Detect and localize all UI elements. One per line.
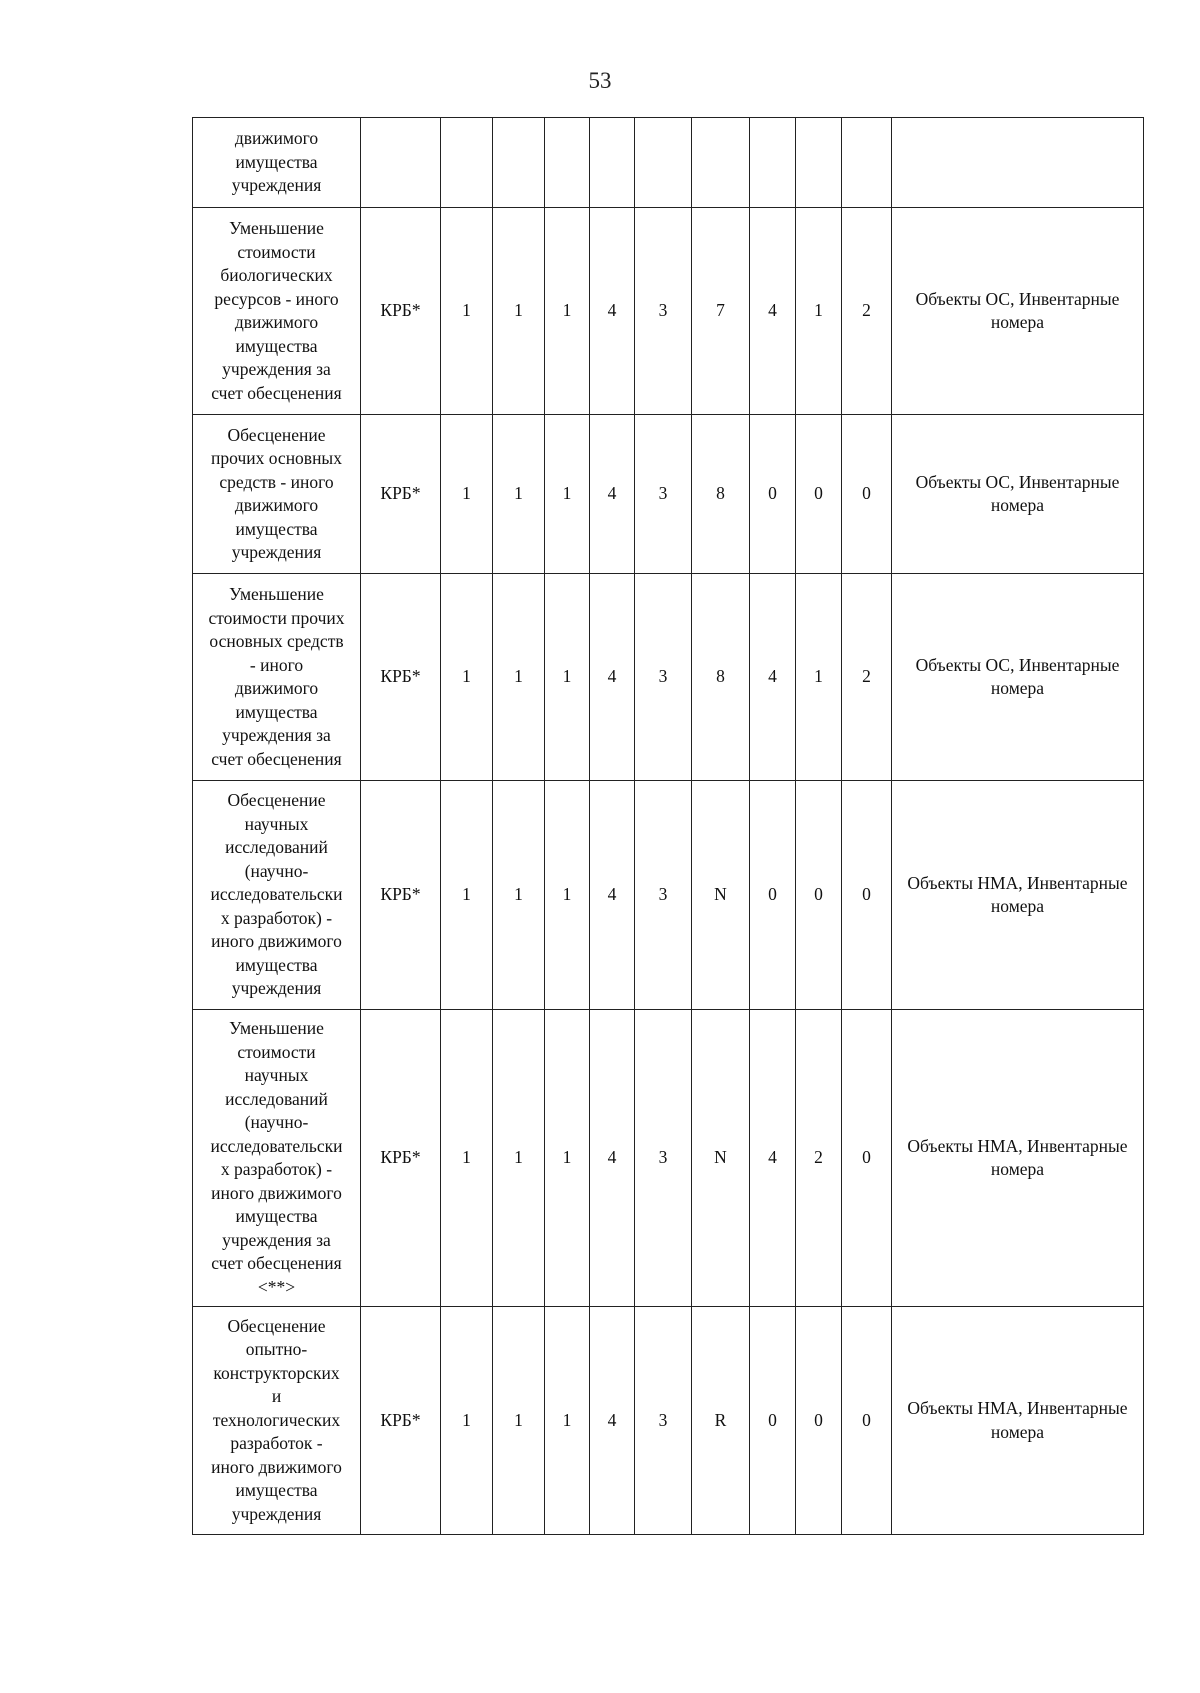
account-digit-cell bbox=[590, 118, 635, 208]
account-name-line: счет обесценения bbox=[211, 748, 342, 769]
account-name-line: стоимости bbox=[237, 1041, 316, 1062]
account-name-line: и bbox=[271, 1386, 282, 1407]
account-digit-cell: 4 bbox=[750, 1010, 796, 1307]
account-digit-cell: 1 bbox=[493, 208, 545, 415]
account-digit-cell: 3 bbox=[635, 1307, 692, 1535]
account-name-line: стоимости прочих bbox=[208, 607, 345, 628]
analytics-cell: Объекты НМА, Инвентарные номера bbox=[892, 1307, 1144, 1535]
account-name-line: х разработок) - bbox=[220, 1159, 333, 1179]
account-code-cell: КРБ* bbox=[361, 208, 441, 415]
account-digit-cell: 4 bbox=[590, 781, 635, 1010]
account-name-line: движимого bbox=[234, 678, 319, 698]
account-digit-cell: 1 bbox=[441, 781, 493, 1010]
account-name-line: (научно- bbox=[244, 1112, 309, 1132]
account-digit-cell: 0 bbox=[842, 781, 892, 1010]
account-code-cell: КРБ* bbox=[361, 415, 441, 574]
account-name-cell bbox=[193, 781, 361, 1010]
account-name-cell bbox=[193, 118, 361, 208]
analytics-cell: Объекты ОС, Инвентарные номера bbox=[892, 574, 1144, 781]
account-name-line: Уменьшение bbox=[229, 584, 324, 604]
analytics-cell: Объекты НМА, Инвентарные номера bbox=[892, 1010, 1144, 1307]
account-name-cell bbox=[193, 415, 361, 574]
account-digit-cell: 0 bbox=[796, 415, 842, 574]
account-digit-cell: 1 bbox=[441, 415, 493, 574]
analytics-cell: Объекты ОС, Инвентарные номера bbox=[892, 208, 1144, 415]
account-digit-cell: 0 bbox=[796, 781, 842, 1010]
account-name-line: средств - иного bbox=[219, 471, 334, 492]
account-name-line: движимого bbox=[234, 128, 319, 149]
account-digit-cell: 0 bbox=[750, 1307, 796, 1535]
account-digit-cell: 1 bbox=[441, 1307, 493, 1535]
account-digit-cell: N bbox=[692, 1010, 750, 1307]
account-name-line: Обесценение bbox=[227, 424, 326, 445]
account-digit-cell: 8 bbox=[692, 574, 750, 781]
account-digit-cell: 4 bbox=[750, 574, 796, 781]
account-name-line: имущества bbox=[235, 151, 318, 172]
account-name-line: движимого bbox=[234, 495, 319, 515]
account-name-line: - иного bbox=[249, 654, 304, 675]
account-code-cell: КРБ* bbox=[361, 1307, 441, 1535]
account-digit-cell: 7 bbox=[692, 208, 750, 415]
account-digit-cell: 1 bbox=[545, 415, 590, 574]
account-digit-cell: 0 bbox=[750, 781, 796, 1010]
account-digit-cell: 1 bbox=[493, 574, 545, 781]
table-row bbox=[193, 118, 1144, 208]
account-digit-cell: 0 bbox=[842, 1307, 892, 1535]
account-digit-cell: 8 bbox=[692, 415, 750, 574]
account-digit-cell: 1 bbox=[493, 1010, 545, 1307]
account-name-line: конструкторских bbox=[213, 1362, 340, 1383]
account-name-cell bbox=[193, 1307, 361, 1535]
account-name-line: исследований bbox=[225, 837, 328, 858]
account-digit-cell: 4 bbox=[590, 1010, 635, 1307]
account-digit-cell: 1 bbox=[493, 1307, 545, 1535]
account-name-line: исследовательски bbox=[210, 884, 343, 905]
table-row bbox=[193, 781, 1144, 1010]
account-digit-cell bbox=[842, 118, 892, 208]
account-digit-cell: 2 bbox=[842, 208, 892, 415]
account-name-line: исследований bbox=[225, 1088, 328, 1109]
account-digit-cell: 1 bbox=[441, 1010, 493, 1307]
account-name-line: технологических bbox=[212, 1409, 341, 1430]
account-name-line: Уменьшение bbox=[229, 1018, 324, 1038]
account-digit-cell: 1 bbox=[441, 208, 493, 415]
account-name-line: стоимости bbox=[237, 241, 316, 262]
account-digit-cell: 2 bbox=[842, 574, 892, 781]
account-digit-cell: 4 bbox=[590, 1307, 635, 1535]
account-digit-cell: 3 bbox=[635, 574, 692, 781]
table-body bbox=[193, 118, 1144, 1535]
account-name-line: имущества bbox=[235, 335, 318, 356]
account-name-line: Обесценение bbox=[227, 790, 326, 811]
account-digit-cell: 1 bbox=[493, 781, 545, 1010]
account-name-line: опытно- bbox=[245, 1339, 308, 1360]
account-digit-cell: 0 bbox=[842, 415, 892, 574]
account-digit-cell: 4 bbox=[590, 415, 635, 574]
account-digit-cell: 1 bbox=[545, 1307, 590, 1535]
account-name-line: <**> bbox=[257, 1276, 296, 1297]
account-name-cell bbox=[193, 1010, 361, 1307]
account-digit-cell: 1 bbox=[796, 208, 842, 415]
account-name-line: учреждения за bbox=[222, 725, 331, 745]
account-name-line: имущества bbox=[235, 954, 318, 975]
table-row bbox=[193, 1010, 1144, 1307]
account-name-line: имущества bbox=[235, 1206, 318, 1226]
account-name-line: учреждения за bbox=[222, 359, 331, 379]
table-row bbox=[193, 415, 1144, 574]
account-digit-cell: 4 bbox=[750, 208, 796, 415]
account-digit-cell: 4 bbox=[590, 574, 635, 781]
account-name-line: иного движимого bbox=[211, 931, 342, 952]
analytics-cell: Объекты ОС, Инвентарные номера bbox=[892, 415, 1144, 574]
account-digit-cell: 1 bbox=[796, 574, 842, 781]
account-name-line: учреждения за bbox=[222, 1229, 331, 1250]
account-name-line: имущества bbox=[235, 1480, 318, 1501]
accounts-table bbox=[192, 117, 1144, 1535]
account-name-line: Обесценение bbox=[227, 1315, 326, 1336]
table-row bbox=[193, 208, 1144, 415]
account-name-line: иного движимого bbox=[211, 1182, 342, 1203]
account-name-line: счет обесценения bbox=[211, 382, 342, 403]
account-name-line: учреждения bbox=[231, 542, 322, 562]
account-name-cell bbox=[193, 208, 361, 415]
account-name-line: имущества bbox=[235, 518, 318, 539]
account-name-line: научных bbox=[244, 1065, 309, 1085]
account-name-line: х разработок) - bbox=[220, 907, 333, 928]
account-name-line: имущества bbox=[235, 701, 318, 722]
account-digit-cell: 1 bbox=[545, 208, 590, 415]
account-code-cell: КРБ* bbox=[361, 1010, 441, 1307]
account-name-line: (научно- bbox=[244, 860, 309, 881]
account-digit-cell bbox=[545, 118, 590, 208]
account-name-line: разработок - bbox=[230, 1433, 323, 1454]
account-code-cell: КРБ* bbox=[361, 781, 441, 1010]
account-name-line: учреждения bbox=[231, 978, 322, 999]
account-digit-cell: R bbox=[692, 1307, 750, 1535]
account-digit-cell: 3 bbox=[635, 208, 692, 415]
account-digit-cell: 3 bbox=[635, 781, 692, 1010]
account-digit-cell bbox=[493, 118, 545, 208]
account-digit-cell: 1 bbox=[545, 1010, 590, 1307]
account-name-line: научных bbox=[244, 813, 309, 834]
account-digit-cell bbox=[796, 118, 842, 208]
account-digit-cell: 1 bbox=[545, 781, 590, 1010]
account-digit-cell: 1 bbox=[545, 574, 590, 781]
account-digit-cell: 3 bbox=[635, 415, 692, 574]
analytics-cell bbox=[892, 118, 1144, 208]
table-row bbox=[193, 574, 1144, 781]
account-name-line: движимого bbox=[234, 312, 319, 332]
account-code-cell: КРБ* bbox=[361, 574, 441, 781]
account-name-line: счет обесценения bbox=[211, 1253, 342, 1273]
account-digit-cell: 0 bbox=[750, 415, 796, 574]
page-number: 53 bbox=[588, 68, 612, 93]
account-name-line: Уменьшение bbox=[229, 218, 324, 238]
account-name-line: учреждения bbox=[231, 175, 322, 196]
table-row bbox=[193, 1307, 1144, 1535]
account-digit-cell: N bbox=[692, 781, 750, 1010]
account-digit-cell: 2 bbox=[796, 1010, 842, 1307]
account-digit-cell: 0 bbox=[842, 1010, 892, 1307]
account-digit-cell: 0 bbox=[796, 1307, 842, 1535]
analytics-cell: Объекты НМА, Инвентарные номера bbox=[892, 781, 1144, 1010]
account-digit-cell bbox=[635, 118, 692, 208]
account-name-line: прочих основных bbox=[211, 448, 342, 468]
account-digit-cell bbox=[441, 118, 493, 208]
account-code-cell bbox=[361, 118, 441, 208]
account-name-line: учреждения bbox=[231, 1503, 322, 1524]
account-name-line: иного движимого bbox=[211, 1456, 342, 1477]
account-name-line: основных средств bbox=[209, 631, 344, 651]
account-digit-cell: 3 bbox=[635, 1010, 692, 1307]
account-name-cell bbox=[193, 574, 361, 781]
account-name-line: исследовательски bbox=[210, 1135, 343, 1156]
account-digit-cell bbox=[692, 118, 750, 208]
account-digit-cell: 1 bbox=[441, 574, 493, 781]
account-digit-cell: 1 bbox=[493, 415, 545, 574]
account-digit-cell bbox=[750, 118, 796, 208]
account-name-line: ресурсов - иного bbox=[214, 288, 339, 309]
account-name-line: биологических bbox=[220, 265, 333, 285]
account-digit-cell: 4 bbox=[590, 208, 635, 415]
